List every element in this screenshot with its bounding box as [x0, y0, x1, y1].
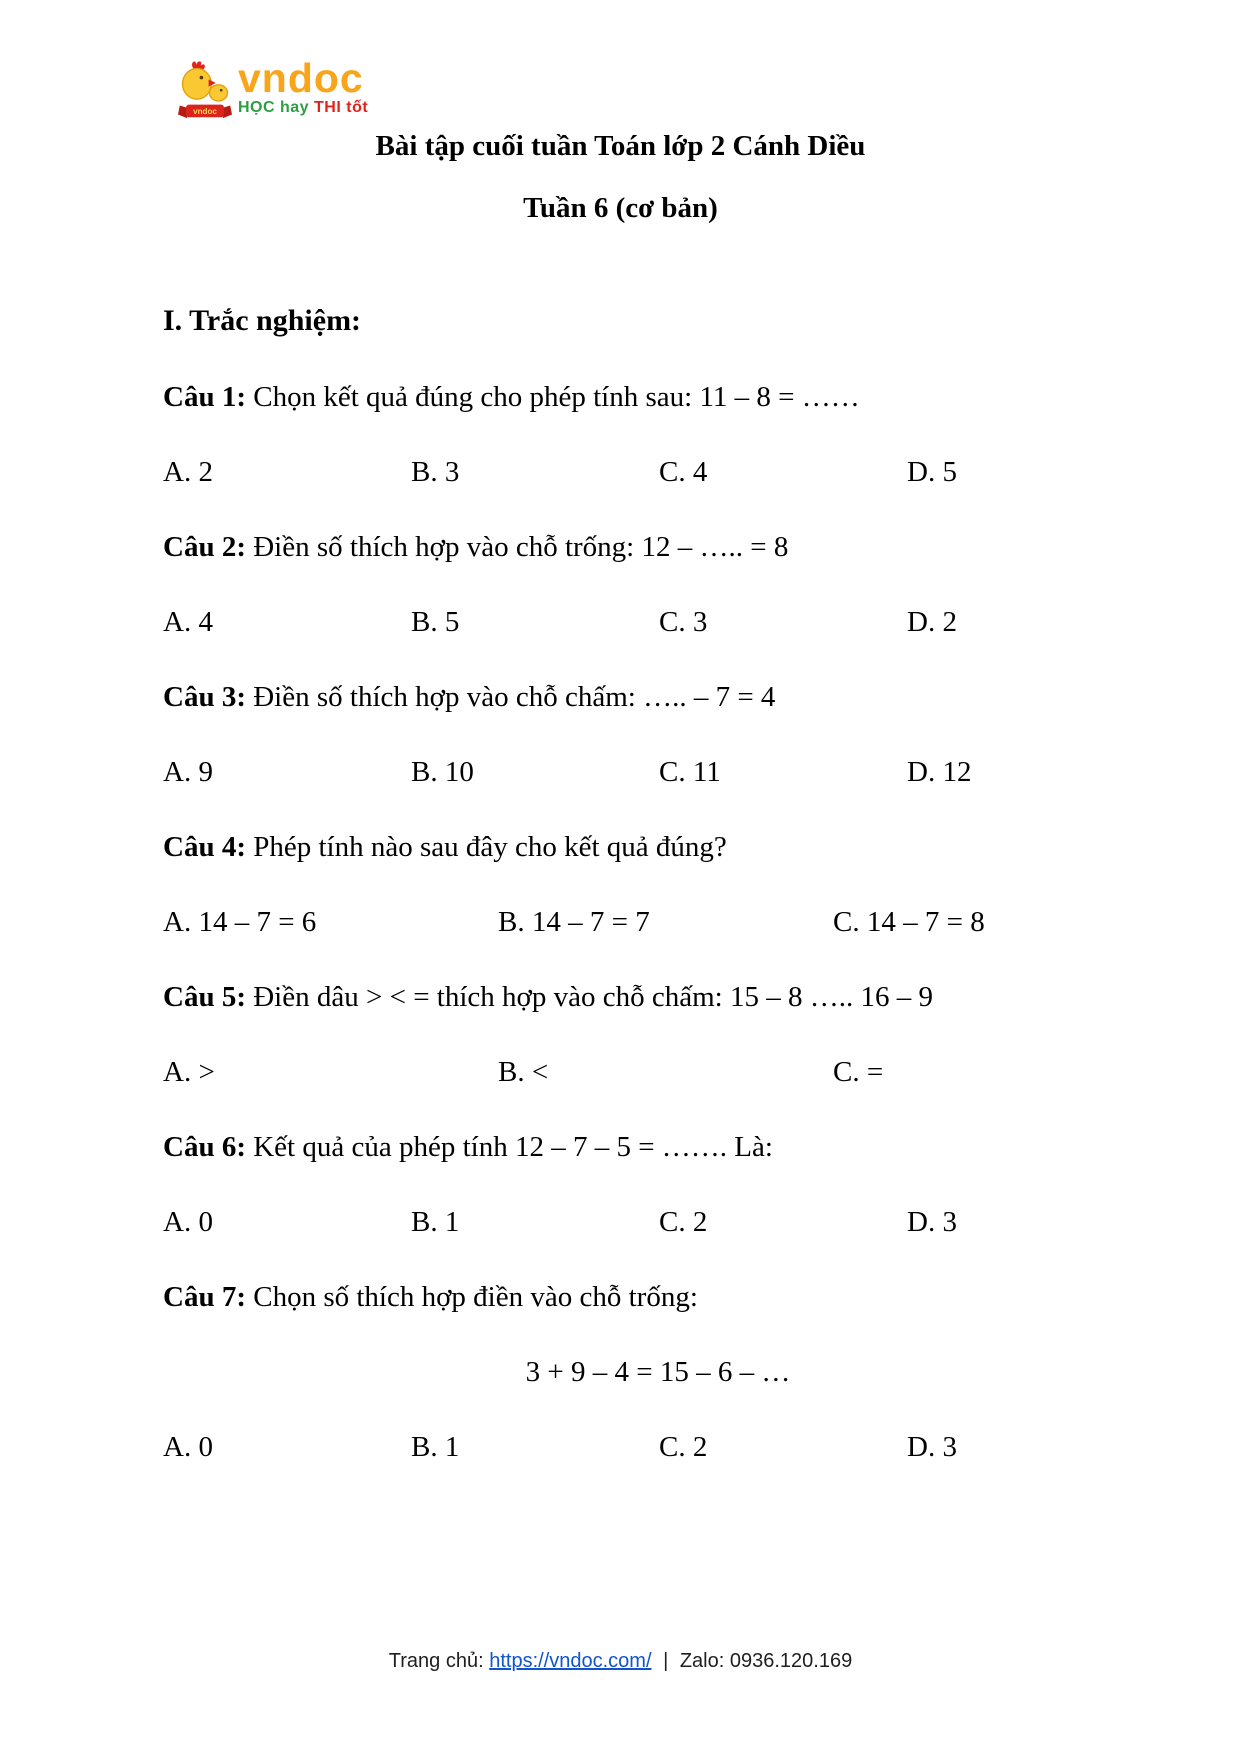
answer-option: B. 3 — [411, 456, 460, 488]
question-text: Chọn số thích hợp điền vào chỗ trống: — [253, 1281, 698, 1313]
answer-option: B. 10 — [411, 756, 474, 788]
answer-option: C. 14 – 7 = 8 — [833, 906, 985, 938]
zalo-contact: Zalo: 0936.120.169 — [679, 1650, 853, 1672]
worksheet-title: Bài tập cuối tuần Toán lớp 2 Cánh Diều — [375, 130, 866, 162]
question-line-6 — [163, 1131, 773, 1164]
vndoc-wordmark: vndoc — [238, 55, 364, 101]
answer-option: C. 2 — [659, 1431, 708, 1463]
question-label: Câu 2: — [163, 531, 246, 563]
answer-option: B. 14 – 7 = 7 — [498, 906, 650, 938]
question-label: Câu 5: — [163, 981, 246, 1013]
question-line-4 — [163, 831, 727, 864]
answer-option: D. 3 — [907, 1206, 957, 1238]
question-line-7 — [163, 1281, 698, 1314]
answer-option: D. 2 — [907, 606, 957, 638]
logo-tagline — [238, 98, 368, 117]
question-line-3 — [163, 681, 775, 714]
options-row-2 — [163, 606, 1155, 639]
answer-option: D. 3 — [907, 1431, 957, 1463]
section-heading: I. Trắc nghiệm: — [163, 304, 362, 337]
answer-option: C. 3 — [659, 606, 708, 638]
footer-prefix: Trang chủ: — [388, 1650, 484, 1672]
answer-option: B. 1 — [411, 1431, 460, 1463]
question-text: Phép tính nào sau đây cho kết quả đúng? — [253, 831, 727, 863]
answer-option: C. 11 — [659, 756, 721, 788]
tagline-green: HỌC hay — [238, 99, 310, 116]
answer-option: C. = — [833, 1056, 884, 1088]
tagline-red: THI tốt — [314, 99, 369, 116]
question-text: Chọn kết quả đúng cho phép tính sau: 11 – 8 = …… — [253, 381, 860, 413]
options-row-7 — [163, 1431, 1155, 1464]
answer-option: A. 14 – 7 = 6 — [163, 906, 317, 938]
options-row-3 — [163, 756, 1155, 789]
question-label: Câu 1: — [163, 381, 246, 413]
answer-option: D. 12 — [907, 756, 972, 788]
question-text: Điền số thích hợp vào chỗ chấm: ….. – 7 = 4 — [253, 681, 776, 713]
worksheet-subtitle: Tuần 6 (cơ bản) — [523, 192, 718, 224]
vndoc-logo — [178, 55, 369, 126]
footer-separator: | — [663, 1650, 669, 1672]
answer-option: A. > — [163, 1056, 215, 1088]
question-text: Kết quả của phép tính 12 – 7 – 5 = ……. Là: — [253, 1131, 773, 1163]
question-line-2 — [163, 531, 788, 564]
answer-option: C. 4 — [659, 456, 708, 488]
options-row-5 — [163, 1056, 1168, 1089]
question-label: Câu 3: — [163, 681, 246, 713]
answer-option: B. 1 — [411, 1206, 460, 1238]
answer-option: B. 5 — [411, 606, 460, 638]
options-row-6 — [163, 1206, 1155, 1239]
answer-option: A. 4 — [163, 606, 213, 638]
banner-text: vndoc — [193, 107, 217, 117]
question-label: Câu 6: — [163, 1131, 246, 1163]
answer-option: C. 2 — [659, 1206, 708, 1238]
options-row-4 — [163, 906, 1168, 939]
answer-option: B. < — [498, 1056, 549, 1088]
page-footer — [0, 1650, 1241, 1673]
question-label: Câu 4: — [163, 831, 246, 863]
logo-text — [238, 55, 369, 117]
options-row-1 — [163, 456, 1155, 489]
question-line-1 — [163, 381, 860, 414]
homepage-link[interactable]: https://vndoc.com/ — [489, 1650, 652, 1672]
chicken-mascot-icon — [178, 58, 232, 126]
answer-option: A. 0 — [163, 1431, 213, 1463]
question-text: Điền số thích hợp vào chỗ trống: 12 – ….. = 8 — [253, 531, 789, 563]
answer-option: A. 2 — [163, 456, 213, 488]
question-label: Câu 7: — [163, 1281, 246, 1313]
answer-option: A. 0 — [163, 1206, 213, 1238]
equation-line: 3 + 9 – 4 = 15 – 6 – … — [525, 1356, 791, 1388]
question-text: Điền dâu > < = thích hợp vào chỗ chấm: 15 – 8 ….. 16 – 9 — [253, 981, 933, 1013]
answer-option: A. 9 — [163, 756, 213, 788]
answer-option: D. 5 — [907, 456, 957, 488]
question-line-5 — [163, 981, 933, 1014]
